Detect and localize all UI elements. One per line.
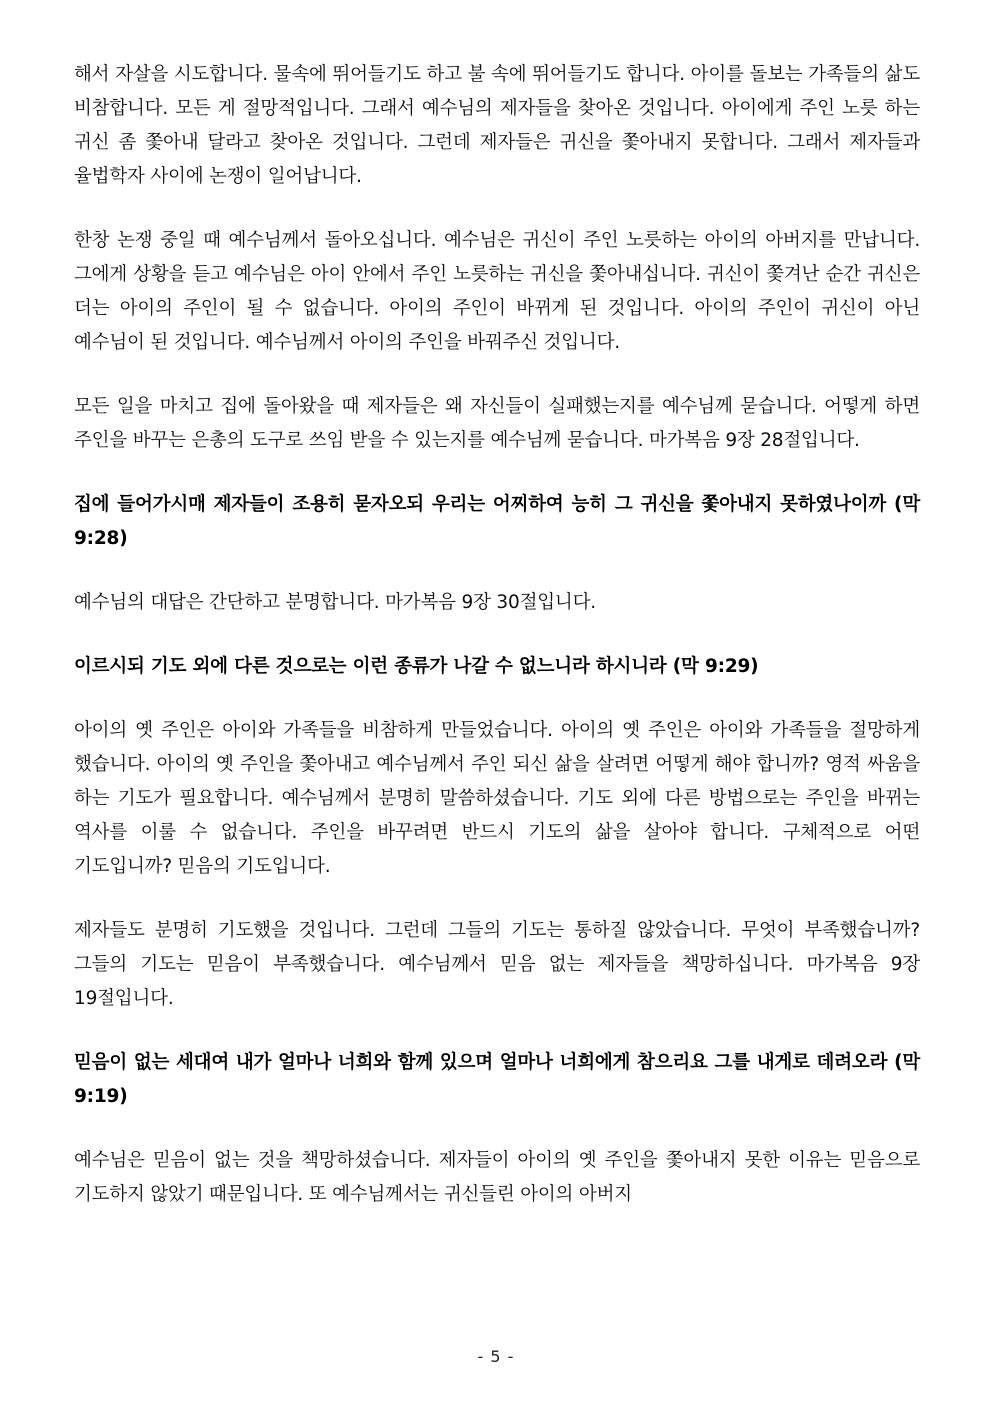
page-number: - 5 - [477, 1347, 515, 1366]
scripture-quote-mark-9-29: 이르시되 기도 외에 다른 것으로는 이런 종류가 나갈 수 없느니라 하시니라 (막 9:29) [74, 656, 759, 677]
scripture-quote-mark-9-19: 믿음이 없는 세대여 내가 얼마나 너희와 함께 있으며 얼마나 너희에게 참으리요 그를 내게로 데려오라 (막 9:19) [74, 1052, 920, 1107]
paragraph-1: 해서 자살을 시도합니다. 물속에 뛰어들기도 하고 불 속에 뛰어들기도 합니다. 아이를 돌보는 가족들의 삶도 비참합니다. 모든 게 절망적입니다. 그래서 예수님의 제자들을 찾아온 것입니다. 아이에게 주인 노릇 하는 귀신 좀 쫓아내 달라고 찾아온 것입니다. 그런데 제자들은 귀신을 쫓아내지 못합니다. 그래서 제자들과 율법학자 사이에 논쟁이 일어납니다. [74, 64, 920, 187]
paragraph-3: 모든 일을 마치고 집에 돌아왔을 때 제자들은 왜 자신들이 실패했는지를 예수님께 묻습니다. 어떻게 하면 주인을 바꾸는 은총의 도구로 쓰임 받을 수 있는지를 예수님께 묻습니다. 마가복음 9장 28절입니다. [74, 396, 920, 451]
paragraph-6: 제자들도 분명히 기도했을 것입니다. 그런데 그들의 기도는 통하질 않았습니다. 무엇이 부족했습니까? 그들의 기도는 믿음이 부족했습니다. 예수님께서 믿음 없는 제자들을 책망하십니다. 마가복음 9장 19절입니다. [74, 920, 920, 1009]
paragraph-7: 예수님은 믿음이 없는 것을 책망하셨습니다. 제자들이 아이의 옛 주인을 쫓아내지 못한 이유는 믿음으로 기도하지 않았기 때문입니다. 또 예수님께서는 귀신들린 아이의 아버지 [74, 1150, 920, 1205]
scripture-quote-mark-9-28: 집에 들어가시매 제자들이 조용히 묻자오되 우리는 어찌하여 능히 그 귀신을 쫓아내지 못하였나이까 (막 9:28) [74, 494, 920, 549]
document-body [74, 58, 920, 1242]
paragraph-4: 예수님의 대답은 간단하고 분명합니다. 마가복음 9장 30절입니다. [74, 592, 596, 613]
paragraph-5: 아이의 옛 주인은 아이와 가족들을 비참하게 만들었습니다. 아이의 옛 주인은 아이와 가족들을 절망하게 했습니다. 아이의 옛 주인을 쫓아내고 예수님께서 주인 되신 삶을 살려면 어떻게 해야 합니까? 영적 싸움을 하는 기도가 필요합니다. 예수님께서 분명히 말씀하셨습니다. 기도 외에 다른 방법으로는 주인을 바뀌는 역사를 이룰 수 없습니다. 주인을 바꾸려면 반드시 기도의 삶을 살아야 합니다. 구체적으로 어떤 기도입니까? 믿음의 기도입니다. [74, 720, 920, 877]
paragraph-2: 한창 논쟁 중일 때 예수님께서 돌아오십니다. 예수님은 귀신이 주인 노릇하는 아이의 아버지를 만납니다. 그에게 상황을 듣고 예수님은 아이 안에서 주인 노릇하는 귀신을 쫓아내십니다. 귀신이 쫓겨난 순간 귀신은 더는 아이의 주인이 될 수 없습니다. 아이의 주인이 바뀌게 된 것입니다. 아이의 주인이 귀신이 아닌 예수님이 된 것입니다. 예수님께서 아이의 주인을 바꿔주신 것입니다. [74, 230, 920, 353]
